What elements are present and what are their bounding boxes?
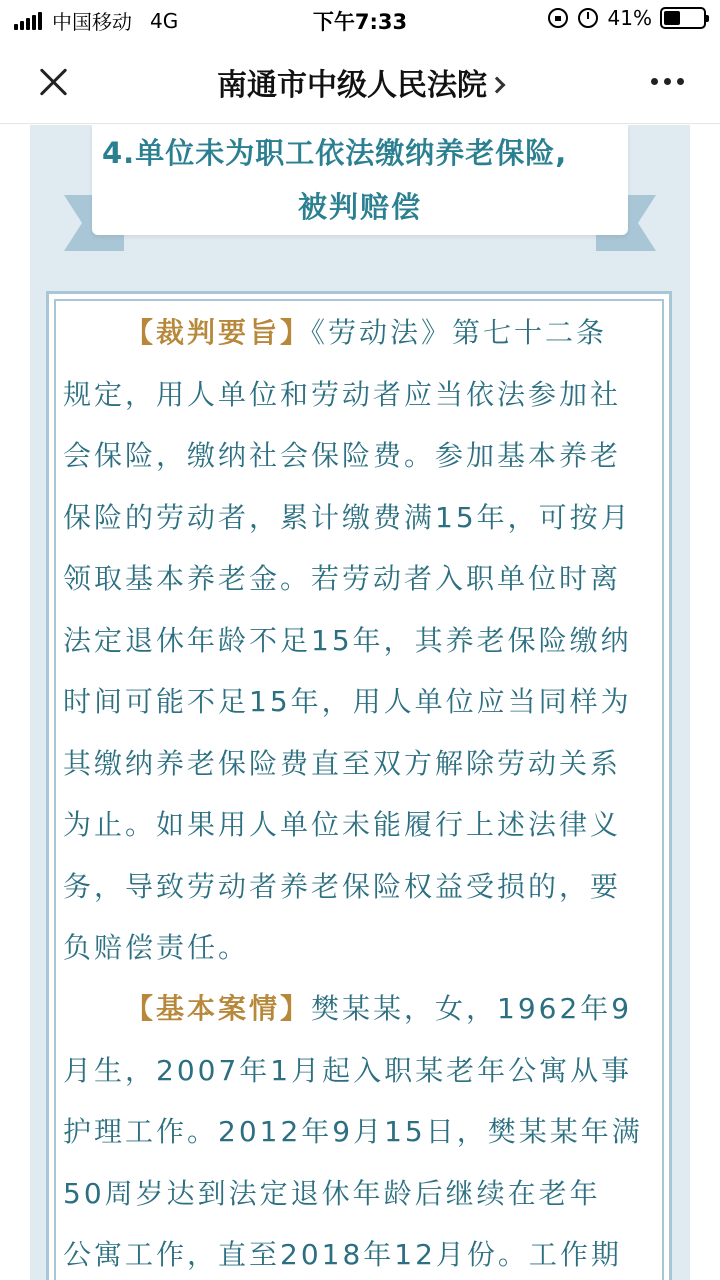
status-right xyxy=(548,6,706,30)
article-content[interactable] xyxy=(0,125,720,1280)
paragraph-line: 护理工作。2012年9月15日，樊某某年满 xyxy=(63,1115,643,1148)
nav-bar xyxy=(0,40,720,124)
section-heading-card xyxy=(92,125,628,235)
status-time: 下午7:33 xyxy=(312,10,408,34)
alarm-icon xyxy=(578,8,598,28)
paragraph-line: 月生，2007年1月起入职某老年公寓从事 xyxy=(63,1053,633,1087)
paragraph-line: 【基本案情】樊某某，女，1962年9 xyxy=(125,992,633,1025)
paragraph-line: 公寓工作，直至2018年12月份。工作期 xyxy=(63,1238,622,1271)
paragraph-line: 负赔偿责任。 xyxy=(63,931,250,964)
paragraph-line: 务，导致劳动者养老保险权益受损的，要 xyxy=(63,869,622,903)
section-heading-line1: 4.单位未为职工依法缴纳养老保险, xyxy=(102,136,568,170)
paragraph-line: 领取基本养老金。若劳动者入职单位时离 xyxy=(63,562,622,595)
battery-fill xyxy=(664,11,680,25)
paragraph-line: 规定，用人单位和劳动者应当依法参加社 xyxy=(63,377,622,411)
paragraph-line: 【裁判要旨】《劳动法》第七十二条 xyxy=(125,316,608,349)
paragraph-line: 法定退休年龄不足15年，其养老保险缴纳 xyxy=(63,623,632,657)
network-label: 4G xyxy=(150,8,179,33)
article-box xyxy=(46,291,672,1280)
paragraph-line: 保险的劳动者，累计缴费满15年，可按月 xyxy=(63,500,632,534)
nav-title-link[interactable] xyxy=(160,60,560,104)
paragraph-ruling-summary xyxy=(63,302,643,979)
section-heading-line2: 被判赔偿 xyxy=(297,190,422,224)
case-facts-tag: 【基本案情】 xyxy=(125,992,312,1025)
paragraph-line: 50周岁达到法定退休年龄后继续在老年 xyxy=(63,1176,601,1210)
more-icon[interactable] xyxy=(645,78,684,85)
paragraph-line: 会保险，缴纳社会保险费。参加基本养老 xyxy=(63,439,622,472)
chevron-right-icon xyxy=(489,77,506,94)
page-title: 南通市中级人民法院 xyxy=(217,68,487,103)
carrier-label: 中国移动 xyxy=(52,10,132,34)
battery-icon xyxy=(660,7,706,29)
rotation-lock-icon xyxy=(548,8,568,28)
status-bar xyxy=(0,0,720,40)
battery-percent: 41% xyxy=(607,6,652,30)
paragraph-line: 为止。如果用人单位未能履行上述法律义 xyxy=(63,808,622,841)
paragraph-line: 其缴纳养老保险费直至双方解除劳动关系 xyxy=(63,746,622,780)
close-icon[interactable] xyxy=(34,62,74,102)
paragraph-line: 时间可能不足15年，用人单位应当同样为 xyxy=(63,685,632,718)
ruling-summary-tag: 【裁判要旨】 xyxy=(125,316,312,349)
paragraph-case-facts xyxy=(63,978,643,1280)
